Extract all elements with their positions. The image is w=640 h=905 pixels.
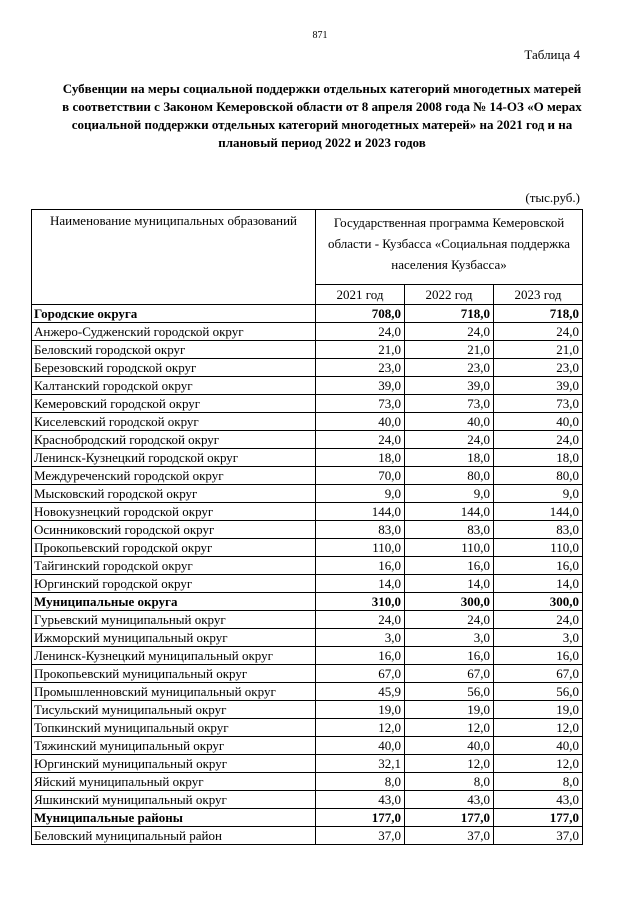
- value-cell: 73,0: [494, 395, 583, 413]
- value-cell: 24,0: [405, 611, 494, 629]
- value-cell: 24,0: [316, 431, 405, 449]
- value-cell: 310,0: [316, 593, 405, 611]
- value-cell: 144,0: [494, 503, 583, 521]
- table-group-row: [32, 593, 583, 611]
- column-header-year: 2023 год: [494, 285, 583, 305]
- value-cell: 23,0: [405, 359, 494, 377]
- value-cell: 24,0: [405, 323, 494, 341]
- value-cell: 24,0: [494, 611, 583, 629]
- value-cell: 3,0: [494, 629, 583, 647]
- value-cell: 40,0: [316, 413, 405, 431]
- municipality-name: Юргинский городской округ: [32, 575, 316, 593]
- municipality-name: Тайгинский городской округ: [32, 557, 316, 575]
- table-row: [32, 629, 583, 647]
- municipality-name: Беловский городской округ: [32, 341, 316, 359]
- table-row: [32, 557, 583, 575]
- table-row: [32, 611, 583, 629]
- table-row: [32, 575, 583, 593]
- value-cell: 110,0: [316, 539, 405, 557]
- value-cell: 19,0: [316, 701, 405, 719]
- value-cell: 67,0: [494, 665, 583, 683]
- table-row: [32, 341, 583, 359]
- value-cell: 24,0: [405, 431, 494, 449]
- value-cell: 8,0: [405, 773, 494, 791]
- value-cell: 73,0: [405, 395, 494, 413]
- value-cell: 56,0: [494, 683, 583, 701]
- table-row: [32, 773, 583, 791]
- value-cell: 80,0: [405, 467, 494, 485]
- table-row: [32, 827, 583, 845]
- value-cell: 14,0: [405, 575, 494, 593]
- value-cell: 12,0: [405, 719, 494, 737]
- value-cell: 83,0: [494, 521, 583, 539]
- value-cell: 39,0: [316, 377, 405, 395]
- value-cell: 18,0: [405, 449, 494, 467]
- municipality-name: Осинниковский городской округ: [32, 521, 316, 539]
- value-cell: 21,0: [494, 341, 583, 359]
- value-cell: 9,0: [405, 485, 494, 503]
- value-cell: 16,0: [494, 647, 583, 665]
- value-cell: 708,0: [316, 305, 405, 323]
- value-cell: 12,0: [316, 719, 405, 737]
- value-cell: 24,0: [316, 611, 405, 629]
- table-row: [32, 449, 583, 467]
- value-cell: 19,0: [405, 701, 494, 719]
- value-cell: 24,0: [494, 431, 583, 449]
- table-row: [32, 521, 583, 539]
- value-cell: 23,0: [494, 359, 583, 377]
- value-cell: 8,0: [494, 773, 583, 791]
- value-cell: 16,0: [405, 557, 494, 575]
- value-cell: 14,0: [494, 575, 583, 593]
- value-cell: 9,0: [494, 485, 583, 503]
- municipality-name: Киселевский городской округ: [32, 413, 316, 431]
- value-cell: 37,0: [494, 827, 583, 845]
- value-cell: 83,0: [405, 521, 494, 539]
- page-number: 871: [312, 30, 328, 41]
- value-cell: 37,0: [405, 827, 494, 845]
- table-row: [32, 431, 583, 449]
- value-cell: 144,0: [316, 503, 405, 521]
- value-cell: 177,0: [316, 809, 405, 827]
- municipality-name: Беловский муниципальный район: [32, 827, 316, 845]
- value-cell: 177,0: [405, 809, 494, 827]
- value-cell: 144,0: [405, 503, 494, 521]
- municipality-name: Топкинский муниципальный округ: [32, 719, 316, 737]
- value-cell: 300,0: [405, 593, 494, 611]
- value-cell: 110,0: [494, 539, 583, 557]
- value-cell: 40,0: [316, 737, 405, 755]
- value-cell: 43,0: [316, 791, 405, 809]
- municipality-name: Анжеро-Судженский городской округ: [32, 323, 316, 341]
- column-header-name: Наименование муниципальных образований: [32, 210, 316, 305]
- table-row: [32, 755, 583, 773]
- value-cell: 16,0: [316, 647, 405, 665]
- value-cell: 40,0: [494, 737, 583, 755]
- municipality-name: Ленинск-Кузнецкий городской округ: [32, 449, 316, 467]
- municipality-name: Муниципальные районы: [32, 809, 316, 827]
- municipality-name: Кемеровский городской округ: [32, 395, 316, 413]
- value-cell: 14,0: [316, 575, 405, 593]
- municipality-name: Березовский городской округ: [32, 359, 316, 377]
- municipality-name: Ленинск-Кузнецкий муниципальный округ: [32, 647, 316, 665]
- municipality-name: Муниципальные округа: [32, 593, 316, 611]
- value-cell: 12,0: [405, 755, 494, 773]
- value-cell: 45,9: [316, 683, 405, 701]
- municipality-name: Краснобродский городской округ: [32, 431, 316, 449]
- municipality-name: Тяжинский муниципальный округ: [32, 737, 316, 755]
- table-row: [32, 377, 583, 395]
- value-cell: 24,0: [316, 323, 405, 341]
- municipality-name: Промышленновский муниципальный округ: [32, 683, 316, 701]
- value-cell: 70,0: [316, 467, 405, 485]
- table-row: [32, 647, 583, 665]
- value-cell: 8,0: [316, 773, 405, 791]
- value-cell: 40,0: [405, 737, 494, 755]
- table-row: [32, 467, 583, 485]
- value-cell: 43,0: [494, 791, 583, 809]
- column-header-program: Государственная программа Кемеровской области - Кузбасса «Социальная поддержка населения Кузбасса»: [316, 210, 583, 285]
- table-row: [32, 413, 583, 431]
- value-cell: 110,0: [405, 539, 494, 557]
- value-cell: 3,0: [405, 629, 494, 647]
- table-row: [32, 683, 583, 701]
- table-row: [32, 701, 583, 719]
- municipality-name: Междуреченский городской округ: [32, 467, 316, 485]
- value-cell: 83,0: [316, 521, 405, 539]
- value-cell: 12,0: [494, 755, 583, 773]
- value-cell: 73,0: [316, 395, 405, 413]
- value-cell: 32,1: [316, 755, 405, 773]
- municipality-name: Яшкинский муниципальный округ: [32, 791, 316, 809]
- municipality-name: Городские округа: [32, 305, 316, 323]
- value-cell: 67,0: [316, 665, 405, 683]
- value-cell: 43,0: [405, 791, 494, 809]
- column-header-year: 2022 год: [405, 285, 494, 305]
- table-row: [32, 719, 583, 737]
- value-cell: 18,0: [494, 449, 583, 467]
- municipality-name: Мысковский городской округ: [32, 485, 316, 503]
- table-row: [32, 485, 583, 503]
- municipality-name: Яйский муниципальный округ: [32, 773, 316, 791]
- value-cell: 718,0: [405, 305, 494, 323]
- value-cell: 23,0: [316, 359, 405, 377]
- value-cell: 16,0: [316, 557, 405, 575]
- table-label: Таблица 4: [524, 47, 580, 62]
- municipality-name: Прокопьевский городской округ: [32, 539, 316, 557]
- unit-label: (тыс.руб.): [525, 190, 580, 205]
- value-cell: 9,0: [316, 485, 405, 503]
- subsidy-table: [31, 209, 583, 845]
- table-row: [32, 395, 583, 413]
- table-body: [32, 305, 583, 845]
- value-cell: 67,0: [405, 665, 494, 683]
- municipality-name: Прокопьевский муниципальный округ: [32, 665, 316, 683]
- value-cell: 56,0: [405, 683, 494, 701]
- value-cell: 16,0: [405, 647, 494, 665]
- value-cell: 300,0: [494, 593, 583, 611]
- table-row: [32, 791, 583, 809]
- municipality-name: Тисульский муниципальный округ: [32, 701, 316, 719]
- value-cell: 39,0: [494, 377, 583, 395]
- value-cell: 80,0: [494, 467, 583, 485]
- value-cell: 16,0: [494, 557, 583, 575]
- municipality-name: Калтанский городской округ: [32, 377, 316, 395]
- value-cell: 21,0: [316, 341, 405, 359]
- value-cell: 3,0: [316, 629, 405, 647]
- municipality-name: Гурьевский муниципальный округ: [32, 611, 316, 629]
- table-row: [32, 323, 583, 341]
- value-cell: 39,0: [405, 377, 494, 395]
- table-group-row: [32, 305, 583, 323]
- table-row: [32, 539, 583, 557]
- municipality-name: Юргинский муниципальный округ: [32, 755, 316, 773]
- municipality-name: Ижморский муниципальный округ: [32, 629, 316, 647]
- column-header-year: 2021 год: [316, 285, 405, 305]
- value-cell: 19,0: [494, 701, 583, 719]
- value-cell: 24,0: [494, 323, 583, 341]
- value-cell: 40,0: [494, 413, 583, 431]
- municipality-name: Новокузнецкий городской округ: [32, 503, 316, 521]
- table-row: [32, 503, 583, 521]
- document-title: Субвенции на меры социальной поддержки отдельных категорий многодетных матерей в соответствии с Законом Кемеровской области от 8 апреля 2008 года № 14-ОЗ «О мерах социальной поддержки отдельных категорий многодетных матерей» на 2021 год и на плановый период 2022 и 2023 годов: [62, 81, 582, 150]
- value-cell: 40,0: [405, 413, 494, 431]
- value-cell: 21,0: [405, 341, 494, 359]
- value-cell: 12,0: [494, 719, 583, 737]
- table-row: [32, 359, 583, 377]
- table-row: [32, 665, 583, 683]
- value-cell: 37,0: [316, 827, 405, 845]
- value-cell: 718,0: [494, 305, 583, 323]
- table-group-row: [32, 809, 583, 827]
- value-cell: 18,0: [316, 449, 405, 467]
- table-row: [32, 737, 583, 755]
- value-cell: 177,0: [494, 809, 583, 827]
